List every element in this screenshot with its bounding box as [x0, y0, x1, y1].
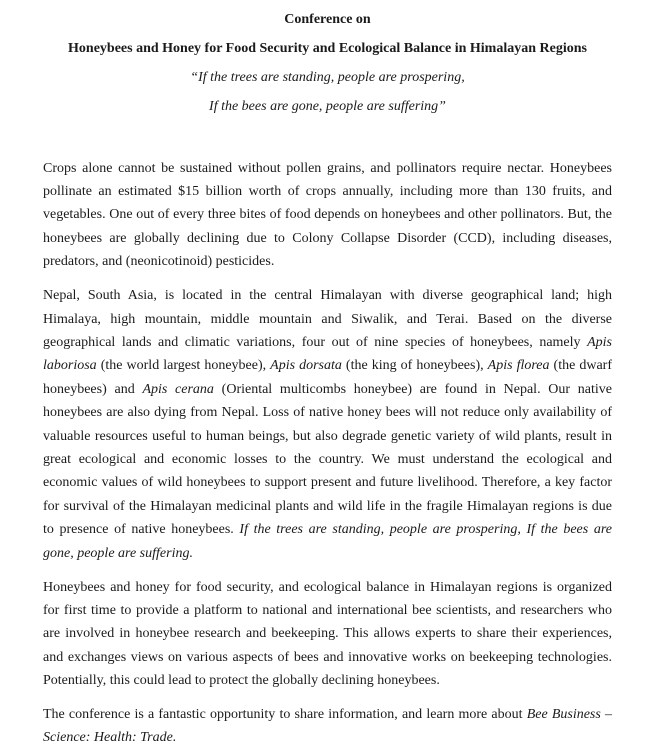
quote-line-1: “If the trees are standing, people are prospering, [190, 69, 465, 85]
text-segment: Crops alone cannot be sustained without pollen grains, and pollinators require nectar. Honeybees pollinate an estimated $15 billion worth of crops annually, including more than 130 fruits, and vegetables. One out of every three bites of food depends on honeybees and other pollinators. But, the honeybees are globally declining due to Colony Collapse Disorder (CCD), including diseases, predators, and (neonicotinoid) pesticides. [43, 160, 612, 270]
paragraph-conference-opportunity [43, 703, 612, 750]
italic-text-segment: Bee Business – Science: Health: Trade. [43, 707, 612, 746]
paragraph-crops-pollinators [43, 157, 612, 274]
document-title: Honeybees and Honey for Food Security and Ecological Balance in Himalayan Regions [68, 40, 587, 56]
conference-label: Conference on [284, 12, 371, 27]
text-segment: (Oriental multicombs honeybee) are found in Nepal. Our native honeybees are also dying from Nepal. Loss of native honey bees will not reduce only availability of valuable resources useful to human beings, but also degrade genetic variety of wild plants, result in great ecological and economic losses to the country. We must understand the ecological and economic values of wild honeybees to support present and future livelihood. Therefore, a key factor for survival of the Himalayan medicinal plants and wild life in the fragile Himalayan regions is due to presence of native honeybees. [43, 381, 613, 538]
paragraph-nepal-honeybee-species [43, 284, 612, 565]
text-segment: Honeybees and honey for food security, and ecological balance in Himalayan regions is organized for first time to provide a platform to national and international bee scientists, and researchers who are involved in honeybee research and beekeeping. This allows experts to share their experiences, and exchanges views on various aspects of bees and innovative works on beekeeping technologies. Potentially, this could lead to protect the globally declining honeybees. [43, 579, 612, 689]
text-segment: (the world largest honeybee), [96, 358, 271, 374]
italic-text-segment: Apis dorsata [270, 358, 342, 374]
italic-text-segment: Apis cerana [142, 381, 214, 397]
text-segment: Nepal, South Asia, is located in the central Himalayan with diverse geographical land; high Himalaya, high mountain, middle mountain and Siwalik, and Terai. Based on the diverse geographical lands and climatic variations, four out of nine species of honeybees, namely [43, 288, 612, 350]
italic-text-segment: Apis florea [487, 358, 550, 374]
document-body [43, 157, 612, 750]
text-segment: The conference is a fantastic opportunity to share information, and learn more about [43, 707, 527, 723]
text-segment: (the king of honeybees), [341, 358, 488, 374]
quote-line-2: If the bees are gone, people are suffering” [209, 98, 446, 114]
paragraph-conference-purpose [43, 576, 612, 693]
italic-text-segment: If the trees are standing, people are prospering, If the bees are gone, people are suffering. [43, 522, 612, 561]
text-segment: (the dwarf honeybees) and [43, 358, 613, 397]
italic-text-segment: Apis laboriosa [43, 334, 612, 374]
document-header [43, 8, 612, 118]
